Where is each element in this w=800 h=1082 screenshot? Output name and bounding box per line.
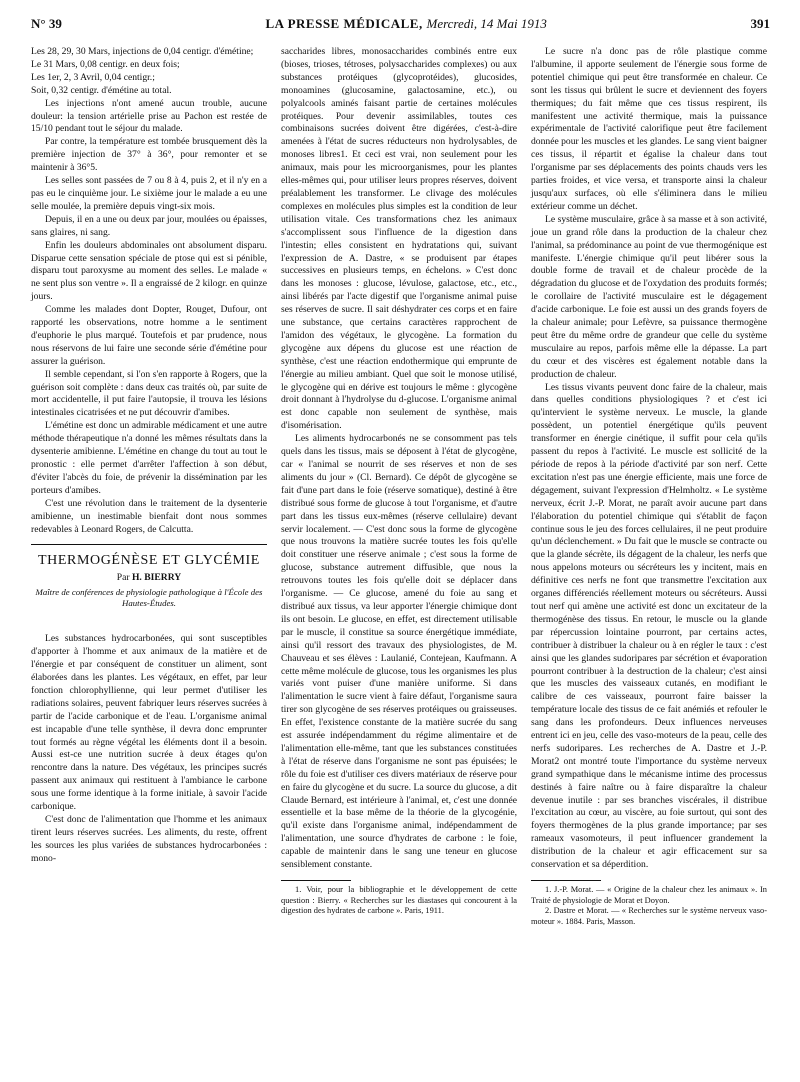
footnote: 1. J.-P. Morat. — « Origine de la chaleur chez les animaux ». In Traité de physiologie de Morat et Doyon. <box>531 885 767 905</box>
paragraph: Les selles sont passées de 7 ou 8 à 4, puis 2, et il n'y en a pas eu le cinquième jour. Le sixième jour le malade a eu une selle moulée, la première depuis vingt-six mois. <box>31 175 267 212</box>
paragraph: Les tissus vivants peuvent donc faire de la chaleur, mais dans quelles conditions physiologiques ? et c'est ici qu'intervient le système nerveux. Le muscle, la glande possèdent, un potentiel énergétique qu'ils peuvent transformer en énergie cinétique, il suffit pour cela qu'ils passent du repos à l'activité. Le muscle est sollicité de la période de repos à la période d'activité par son nerf. Cette excitation n'est pas une énergie efficiente, mais une force de dégagement, suivant l'expression d'Helmholtz. « Le système nerveux, écrit J.-P. Morat, ne paraît avoir aucune part dans l'élaboration du potentiel chimique qui s'établit de façon continue sous le jeu des forces cellulaires, il ne peut produire qu'un déclenchement. » Du fait que le muscle se contracte ou que la glande sécrète, ils dégagent de la chaleur, les nerfs que nous appelons moteurs ou sécréteurs les y incitent, mais en définitive ces nerfs ne font que transmettre l'excitation aux organes différenciés réellement moteurs ou sécréteurs. Aussi tout nerf qui amène une activité est donc un excitateur de la thermogénèse des tissus. En retour, le muscle ou la glande par répercussion lointaine pourront, par certains actes, contribuer à distribuer la chaleur ou à en régler le taux : c'est ainsi que les glandes sudoripares par sécrétion et évaporation pourront contribuer à la destruction de la chaleur; c'est ainsi que les muscles des vaisseaux cutanés, en modifiant le calibre de ces vaisseaux, pourront faire baisser la température locale des tissus de ce fait anémiés et refouler le sang dans les profondeurs. Deux influences nerveuses entrent ici en jeu, celle des vaso-moteurs de la peau, celle des nerfs sudoripares. Les recherches de A. Dastre et J.-P. Morat2 ont montré toute l'importance du système nerveux grand sympathique dans le mécanisme intime des processus destinés à faire naître ou à faire disparaître la chaleur devenue inutile : par ses branches viscérales, il distribue l'excitation au cœur, au viscère, au foie surtout, qui sont des foyers thermogènes de la plus grande importance; par ses rameaux vasomoteurs, il peut influencer grandement la distribution de la chaleur et agir efficacement sur sa conservation et sa déperdition. <box>531 381 767 871</box>
author-name: H. BIERRY <box>131 572 182 584</box>
page-header <box>31 16 770 40</box>
paragraph: Comme les malades dont Dopter, Rouget, Dufour, ont rapporté les observations, notre homme a le sentiment d'euphorie le plus marqué. Toutefois et par prudence, nous nous réservons de lui faire une seconde série d'émétine pour assurer la guérison. <box>31 304 267 367</box>
byline-prefix: Par <box>116 572 130 584</box>
issue-date: Mercredi, 14 Mai 1913 <box>426 16 547 31</box>
paragraph: Le système musculaire, grâce à sa masse et à son activité, joue un grand rôle dans la production de la chaleur chez l'animal, sa prédominance au point de vue thermogénique est manifeste. L'énergie chimique qu'il peut libérer sous la double forme de travail et de chaleur procède de la dégradation du glucose et de l'oxydation des produits formés; le corollaire de l'activité musculaire est le dégagement d'acide carbonique. Le foie est aussi un des grands foyers de la chaleur animale; pour Lefèvre, sa puissance thermogène peut être du même ordre de grandeur que celle du système musculaire au repos, parfois même elle la dépasse. La part du cœur et des viscères est également notable dans la production de chaleur. <box>531 213 767 380</box>
paragraph: C'est une révolution dans le traitement de la dysenterie amibienne, un inestimable bienfait dont nous sommes redevables à Leonard Rogers, de Calcutta. <box>31 497 267 535</box>
column-1 <box>31 46 267 927</box>
paragraph: Par contre, la température est tombée brusquement dès la première injection de 37° à 36°, pour remonter et se maintenir à 36°5. <box>31 136 267 174</box>
paragraph: Les aliments hydrocarbonés ne se consomment pas tels quels dans les tissus, mais se déposent à l'état de glycogène, car « l'animal se nourrit de ses réserves et non de ses aliments du jour » (Cl. Bernard). Ce dépôt de glycogène se fait d'une part dans le foie (réserve somatique), destiné à être distribué sous forme de glucose à tout l'organisme, et d'autre part dans les tissus eux-mêmes (réserve cellulaire) devant servir localement. — C'est donc sous la forme de glycogène que nous trouvons la matière sucrée toutes les fois qu'elle doit constituer une réserve animale ; c'est sous la forme de glucose, substance autrement diffusible, que nous la retrouvons toutes les fois qu'elle doit se déplacer dans l'organisme. — Ce glucose, amené du foie au sang et distribué aux tissus, va leur apporter l'énergie chimique dont ils ont besoin. Le glucose, en effet, est directement utilisable par le muscle, il constitue sa source énergétique immédiate, ainsi qu'il ressort des travaux des physiologistes, de M. Chauveau et ses élèves : Laulanié, Contejean, Kaufmann. A cette même molécule de glucose, tous les organismes les plus variés vont puiser d'une manière uniforme. Si dans l'alimentation le sucre vient à faire défaut, l'organisme saura tirer son glycogène de ses réserves protéiques ou graisseuses. En effet, l'existence constante de la matière sucrée du sang est assurée indépendamment du régime alimentaire et de l'alimentation elle-même, tant que les substances constituées à l'état de réserve dans l'organisme ne sont pas épuisées; le rôle du foie est d'utiliser ces divers matériaux de réserve pour en faire du glycogène et du sucre. La source du glucose, a dit Claude Bernard, est intérieure à l'animal, et, c'est une donnée essentielle et la base même de la théorie de la glycogénie, qu'il existe dans l'organisme animal, indépendamment de l'alimentation, une source d'hydrates de carbone : le foie, capable de maintenir dans le sang une teneur en glucose sensiblement constante. <box>281 433 517 871</box>
section-divider <box>31 544 267 545</box>
journal-name: LA PRESSE MÉDICALE, <box>265 16 423 31</box>
article-title: THERMOGÉNÈSE ET GLYCÉMIE <box>38 553 260 569</box>
paragraph: Les injections n'ont amené aucun trouble, aucune douleur: la tension artérielle prise au Pachon est restée de 15/10 pendant tout le séjour du malade. <box>31 97 267 135</box>
paragraph: L'émétine est donc un admirable médicament et une autre méthode thérapeutique n'a donné les mêmes résultats dans la dysenterie amibienne. L'émétine en change du tout au tout le pronostic : elle permet d'arrêter l'affection à son début, d'éviter l'abcès du foie, de prévenir la dissémination par les porteurs d'amibes. <box>31 420 267 496</box>
column-2 <box>281 46 517 927</box>
paragraph: Les substances hydrocarbonées, qui sont susceptibles d'apporter à l'homme et aux animaux de la matière et de l'énergie et par conséquent de constituer un aliment, sont élaborées dans les plantes. Les végétaux, en effet, par leur fonction chlorophyllienne, qui leur permet d'utiliser les radiations solaires, peuvent fabriquer leurs réserves sucrées à partir de l'acide carbonique et de l'eau. L'organisme animal est incapable d'une telle synthèse, il devra donc emprunter tout formés au règne végétal les éléments dont il a besoin. Aussi est-ce une nutrition sucrée à deux étages qu'on rencontre dans la nature. Des végétaux, les principes sucrés passent aux animaux qui restituent à l'ambiance le carbone sous une forme identique à la forme initiale, à savoir l'acide carbonique. <box>31 633 267 813</box>
footnote: 2. Dastre et Morat. — « Recherches sur le système nerveux vaso-moteur ». 1884. Paris, Masson. <box>531 906 767 926</box>
page-number: 391 <box>750 16 770 31</box>
column-3 <box>531 46 767 927</box>
paragraph: Soit, 0,32 centigr. d'émétine au total. <box>31 84 172 96</box>
paragraph: saccharides libres, monosaccharides combinés entre eux (bioses, trioses, tétroses, polysaccharides complexes) ou aux substances protéiques (glycoprotéides), glucosides, monoamines (glucosamine, galactosamine, etc.), ou polyalcools aminés faisant partie de certaines molécules protéiques. Pour devenir assimilables, toutes ces combinaisons sucrées doivent être digérées, c'est-à-dire amenées à l'état de sucres réducteurs non hydrolysables, de monoses libres1. Et ceci est vrai, non seulement pour les animaux, mais pour les microorganismes, pour les plantes elles-mêmes qui, pour utiliser leurs propres réserves, doivent préalablement les transformer. Le clivage des molécules complexes en molécules plus simples est la condition de leur utilisation vitale. Ces transformations chez les animaux s'accomplissent sous l'influence de la digestion dans l'intestin; elles consistent en hydratations qui, suivant l'expression de A. Dastre, « se produisent par étapes successives en plusieurs temps, en échelons. » C'est donc dans les monoses : glucose, lévulose, galactose, etc., etc., ainsi libérés par l'acte digestif que l'organisme animal puise ses réserves de sucre. Il sait déshydrater ces corps et en faire une substance, que certains caractères rapprochent de l'amidon des végétaux, le glycogène. La formation du glycogène aux dépens du glucose est une réaction de synthèse, c'est une réaction endothermique qui emprunte de l'énergie au milieu ambiant. Quel que soit le monose utilisé, le glycogène qui en dérive est toujours le même : glycogène droit donnant à l'hydrolyse du d-glucose. L'organisme animal est donc capable non seulement de synthèse, mais d'isomérisation. <box>281 46 517 432</box>
paragraph: Les 28, 29, 30 Mars, injections de 0,04 centigr. d'émétine; <box>31 46 254 57</box>
footnote-divider <box>281 880 351 881</box>
paragraph: Depuis, il en a une ou deux par jour, moulées ou épaisses, sans glaires, ni sang. <box>31 213 267 238</box>
paragraph: Les 1er, 2, 3 Avril, 0,04 centigr.; <box>31 71 155 83</box>
columns <box>31 46 770 927</box>
byline <box>31 572 267 585</box>
paragraph: Il semble cependant, si l'on s'en rapporte à Rogers, que la guérison soit complète : dans deux cas traités où, par suite de mort accidentelle, il put faire l'autopsie, il trouva les lésions intestinales cicatrisées et ne put découvrir d'amibes. <box>31 368 267 419</box>
paragraph: C'est donc de l'alimentation que l'homme et les animaux tirent leurs réserves sucrées. Les aliments, du reste, offrent les sources les plus variées de substances hydrocarbonées : mono- <box>31 813 267 864</box>
author-affiliation: Maître de conférences de physiologie pathologique à l'École des Hautes-Études. <box>35 587 263 609</box>
paragraph: Le 31 Mars, 0,08 centigr. en deux fois; <box>31 58 180 70</box>
footnote-divider <box>531 880 601 881</box>
journal-title-line <box>266 16 547 32</box>
footnote: 1. Voir, pour la bibliographie et le développement de cette question : Bierry. « Recherches sur les diastases qui concourent à la digestion des hydrates de carbone ». Paris, 1911. <box>281 885 517 916</box>
paragraph: Enfin les douleurs abdominales ont absolument disparu. Disparue cette sensation spéciale de ptose qui est si pénible, disparu tout paroxysme au moment des selles. Le malade « ne sent plus son ventre ». Il a engraissé de 2 kilogr. en quinze jours. <box>31 239 267 303</box>
issue-number: N° 39 <box>31 16 62 31</box>
paragraph: Le sucre n'a donc pas de rôle plastique comme l'albumine, il apporte seulement de l'énergie sous forme de potentiel chimique qui peut être transformée en chaleur. Ce sont les tissus qui brûlent le sucre et deviennent des foyers thermiques; du fait même que ces tissus respirent, ils manifestent une activité thermique, mais la puissance expérimentale de l'activité calorifique peut être facilement donnée pour les muscles et les glandes. Le sang vient baigner ces tissus, il répartit et égalise la chaleur dans tout l'organisme par ses déplacements des points chauds vers les parties froides, et vice versa, et transporte ainsi la chaleur jusqu'aux surfaces, où elle s'éliminera dans le milieu extérieur comme un déchet. <box>531 46 767 212</box>
